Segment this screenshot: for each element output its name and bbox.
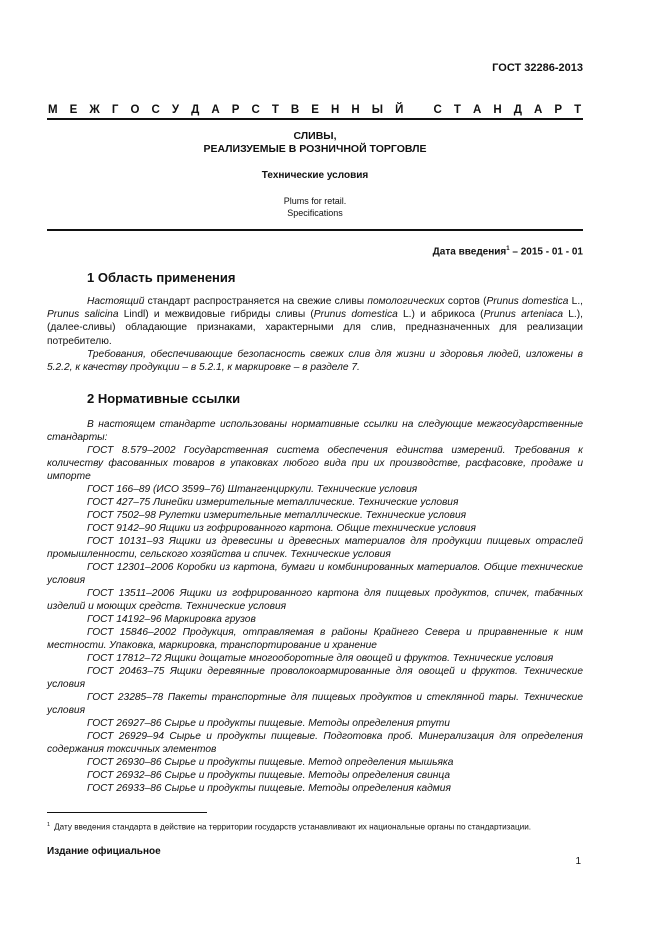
- english-title: [47, 196, 583, 219]
- title-line-1: СЛИВЫ,: [293, 130, 337, 142]
- english-title-line-2: Specifications: [287, 207, 343, 218]
- banner-letter: С: [151, 104, 160, 116]
- reference-item: ГОСТ 26932–86 Сырье и продукты пищевые. Методы определения свинца: [87, 770, 450, 781]
- footnote-text: Дату введения стандарта в действие на территории государств устанавливают их национальные органы по стандартизации.: [54, 822, 532, 832]
- banner-letter: Т: [453, 104, 461, 116]
- normative-references: [47, 418, 583, 795]
- section-1-paragraph-2: Требования, обеспечивающие безопасность свежих слив для жизни и здоровья людей, изложены в 5.2.2, к качеству продукции – в 5.2.1, к маркировке – в разделе 7.: [47, 349, 583, 374]
- reference-item: ГОСТ 20463–75 Ящики деревянные проволокоармированные для овощей и фруктов. Технические условия: [47, 666, 583, 690]
- reference-item: ГОСТ 26927–86 Сырье и продукты пищевые. Методы определения ртути: [87, 718, 450, 729]
- title-line-2: РЕАЛИЗУЕМЫЕ В РОЗНИЧНОЙ ТОРГОВЛЕ: [203, 143, 427, 155]
- reference-item: ГОСТ 166–89 (ИСО 3599–76) Штангенциркули. Технические условия: [87, 484, 418, 495]
- banner-letter: Ж: [89, 104, 100, 116]
- document-subtitle: Технические условия: [261, 170, 369, 181]
- banner-letter: С: [433, 104, 442, 116]
- reference-item: ГОСТ 17812–72 Ящики дощатые многооборотные для овощей и фруктов. Технические условия: [87, 653, 554, 664]
- document-title: [47, 130, 583, 156]
- reference-item: ГОСТ 14192–96 Маркировка грузов: [87, 614, 256, 625]
- banner-letter: О: [130, 104, 140, 116]
- banner-letter: М: [48, 104, 58, 116]
- section-1-heading: 1 Область применения: [87, 270, 236, 285]
- banner-letter: Д: [191, 104, 200, 116]
- official-edition-label: Издание официальное: [47, 846, 161, 857]
- reference-item: ГОСТ 7502–98 Рулетки измерительные металлические. Технические условия: [87, 510, 467, 521]
- reference-item: ГОСТ 26933–86 Сырье и продукты пищевые. Методы определения кадмия: [87, 783, 451, 794]
- banner-letter: Р: [231, 104, 240, 116]
- date-value: – 2015 - 01 - 01: [509, 246, 583, 258]
- date-footnote-ref: 1: [506, 246, 510, 252]
- top-rule: [47, 118, 583, 120]
- reference-item: ГОСТ 26930–86 Сырье и продукты пищевые. Метод определения мышьяка: [87, 757, 454, 768]
- banner-letter: Р: [554, 104, 563, 116]
- banner-letter: Ы: [371, 104, 384, 116]
- document-number: ГОСТ 32286-2013: [492, 62, 583, 74]
- date-label: Дата введения: [432, 246, 507, 258]
- section-2-heading: 2 Нормативные ссылки: [87, 391, 241, 406]
- reference-item: ГОСТ 15846–2002 Продукция, отправляемая в районы Крайнего Севера и приравненные к ним местности. Упаковка, маркировка, транспортирование и хранение: [47, 627, 583, 651]
- banner-letter: Й: [395, 104, 404, 116]
- page-number: 1: [575, 856, 581, 867]
- reference-item: ГОСТ 13511–2006 Ящики из гофрированного картона для пищевых продуктов, спичек, табачных изделий и моющих средств. Технические условия: [47, 588, 583, 612]
- banner-letter: Г: [111, 104, 119, 116]
- banner-letter: У: [171, 104, 179, 116]
- reference-item: ГОСТ 23285–78 Пакеты транспортные для пищевых продуктов и стеклянной тары. Технические условия: [47, 692, 583, 716]
- banner-letter: Т: [574, 104, 582, 116]
- reference-item: ГОСТ 26929–94 Сырье и продукты пищевые. Подготовка проб. Минерализация для определения содержания токсичных элементов: [47, 731, 583, 755]
- reference-item: ГОСТ 8.579–2002 Государственная система обеспечения единства измерений. Требования к количеству фасованных товаров в упаковках любого вида при их производстве, расфасовке, продаже и импорте: [47, 445, 583, 482]
- banner-letter: Н: [351, 104, 360, 116]
- reference-item: ГОСТ 12301–2006 Коробки из картона, бумаги и комбинированных материалов. Общие технические условия: [47, 562, 583, 586]
- footnote-marker: 1: [47, 822, 51, 828]
- reference-item: ГОСТ 427–75 Линейки измерительные металлические. Технические условия: [87, 497, 459, 508]
- footnote: [47, 820, 583, 833]
- effective-date: [433, 246, 583, 257]
- banner-letter: Е: [69, 104, 78, 116]
- banner-letter: Н: [331, 104, 340, 116]
- reference-item: ГОСТ 10131–93 Ящики из древесины и древесных материалов для продукции пищевых отраслей промышленности, сельского хозяйства и спичек. Технические условия: [47, 536, 583, 560]
- banner-letter: А: [533, 104, 543, 116]
- section-1-paragraph-1: Настоящий стандарт распространяется на свежие сливы помологических сортов (Prunus domestica L., Prunus salicina Lindl) и межвидовые гибриды сливы (Prunus domestica L.) и абрикоса (Prunus arteniaca L.), (далее-сливы) обладающие признаками, характерными для слив, предназначенных для реализации потребителю.: [47, 296, 583, 347]
- banner-letter: В: [290, 104, 300, 116]
- banner-letter: С: [251, 104, 260, 116]
- banner-letter: Е: [311, 104, 319, 116]
- references-intro: В настоящем стандарте использованы нормативные ссылки на следующие межгосударственные стандарты:: [47, 419, 583, 443]
- reference-list: [47, 444, 583, 795]
- title-bottom-rule: [47, 229, 583, 231]
- banner-letter: Н: [493, 104, 502, 116]
- banner-letter: Д: [513, 104, 522, 116]
- banner-letter: Т: [271, 104, 279, 116]
- english-title-line-1: Plums for retail.: [283, 196, 347, 206]
- reference-item: ГОСТ 9142–90 Ящики из гофрированного картона. Общие технические условия: [87, 523, 476, 534]
- banner-letter: А: [211, 104, 220, 116]
- interstate-standard-banner: [48, 104, 581, 116]
- footnote-separator: [47, 812, 207, 813]
- banner-letter: А: [472, 104, 482, 116]
